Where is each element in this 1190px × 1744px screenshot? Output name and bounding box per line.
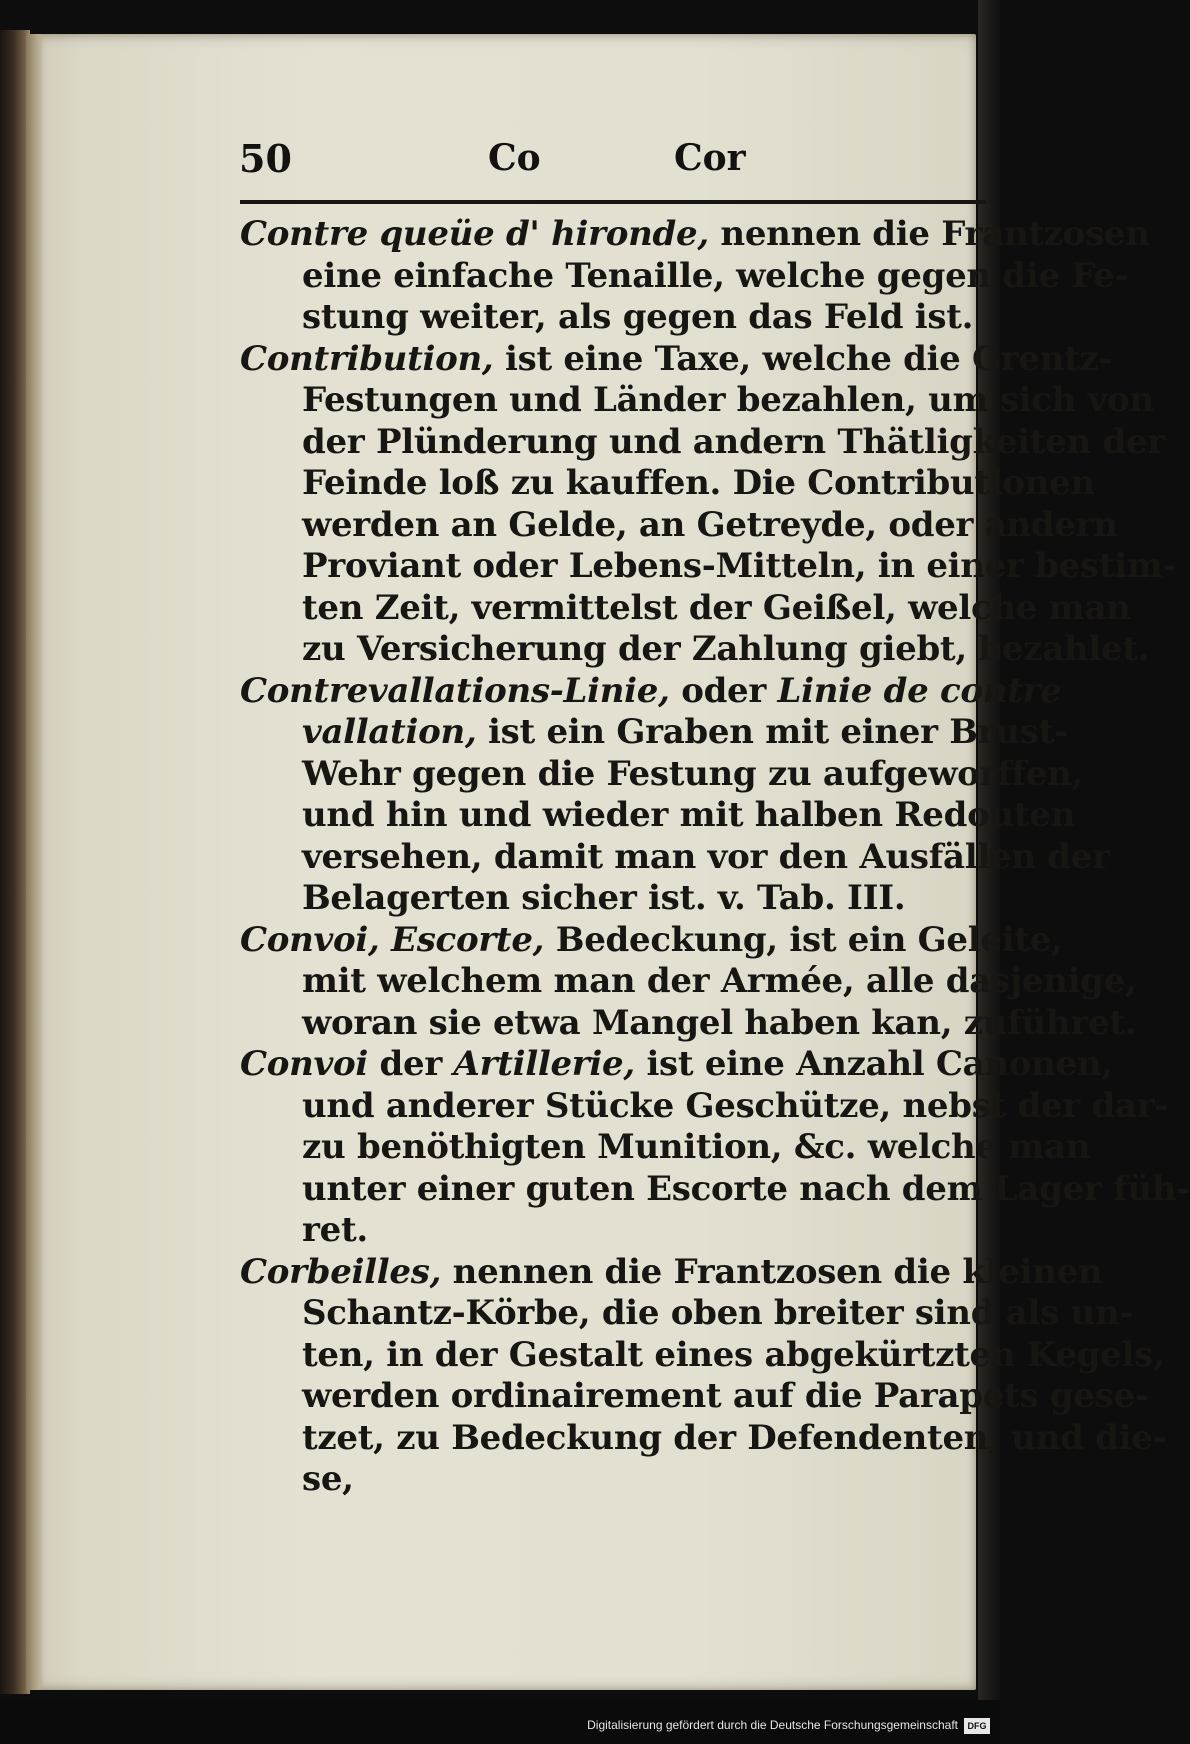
dfg-logo: DFG bbox=[964, 1718, 990, 1734]
dictionary-entry bbox=[240, 1251, 1167, 1501]
page-body bbox=[240, 214, 1190, 1501]
entry-text: stung weiter, als gegen das Feld ist. bbox=[302, 297, 974, 337]
entry-line bbox=[240, 1376, 1149, 1418]
entry-headword: Contribution, bbox=[240, 338, 494, 379]
entry-text: Proviant oder Lebens-Mitteln, in einer bestim- bbox=[302, 546, 1177, 586]
entry-headword: Linie de contre bbox=[777, 670, 1062, 711]
entry-text: zu Versicherung der Zahlung giebt, bezahlet. bbox=[302, 629, 1150, 669]
entry-line bbox=[240, 1334, 1165, 1377]
entry-line bbox=[240, 380, 1154, 422]
entry-text: Schantz-Körbe, die oben breiter sind als un- bbox=[302, 1293, 1134, 1333]
book-page bbox=[26, 34, 1190, 1690]
entry-line bbox=[240, 1417, 1167, 1460]
entry-text: nennen die Frantzosen bbox=[708, 214, 1150, 254]
entry-line bbox=[240, 1251, 1103, 1294]
entry-headword: Convoi bbox=[240, 1044, 369, 1084]
digitization-footer bbox=[0, 1700, 1000, 1744]
entry-line bbox=[240, 338, 1113, 381]
page-header bbox=[26, 34, 976, 184]
entry-text: Festungen und Länder bezahlen, um sich von bbox=[302, 380, 1154, 420]
entry-text: se, bbox=[302, 1459, 354, 1499]
entry-line bbox=[240, 836, 1110, 879]
entry-text: ist eine Taxe, welche die Grentz- bbox=[493, 338, 1113, 379]
entry-text: Bedeckung, ist ein Geleite, bbox=[544, 919, 1063, 960]
entry-headword: vallation, bbox=[302, 712, 477, 752]
entry-text: ist ein Graben mit einer Brust- bbox=[476, 712, 1068, 752]
entry-headword: Contre queüe d' hironde, bbox=[240, 214, 709, 254]
entry-text: der bbox=[368, 1044, 454, 1084]
entry-line bbox=[240, 463, 1095, 505]
entry-headword: Contrevallations-Linie, bbox=[240, 670, 670, 711]
entry-text: ten Zeit, vermittelst der Geißel, welche man bbox=[302, 587, 1131, 628]
page-number: 50 bbox=[239, 136, 292, 181]
entry-text: woran sie etwa Mangel haben kan, zuführet. bbox=[302, 1002, 1137, 1043]
entry-line bbox=[240, 1459, 1010, 1501]
running-head-left: Co bbox=[488, 137, 541, 179]
entry-line bbox=[240, 1168, 1190, 1211]
entry-line bbox=[240, 961, 1137, 1003]
entry-headword: Artillerie, bbox=[453, 1044, 635, 1084]
entry-text: ten, in der Gestalt eines abgekürtzten Kegels, bbox=[302, 1334, 1165, 1375]
entry-line bbox=[240, 1044, 1113, 1086]
entry-text: und hin und wieder mit halben Redouten bbox=[302, 795, 1076, 835]
entry-text: Feinde loß zu kauffen. Die Contributionen bbox=[302, 463, 1095, 503]
header-rule bbox=[240, 200, 986, 204]
entry-text: mit welchem man der Armée, alle dasjenige, bbox=[302, 961, 1137, 1001]
entry-text: werden ordinairement auf die Parapets gese- bbox=[302, 1376, 1149, 1416]
entry-text: tzet, zu Bedeckung der Defendenten, und die- bbox=[302, 1417, 1167, 1458]
entry-text: ret. bbox=[302, 1210, 368, 1250]
dictionary-entry bbox=[240, 214, 1150, 339]
entry-line bbox=[240, 255, 1129, 298]
dictionary-entry bbox=[240, 670, 1110, 920]
page-gutter bbox=[26, 34, 44, 1690]
entry-line bbox=[240, 712, 1068, 754]
entry-text: ist eine Anzahl Canonen, bbox=[634, 1044, 1113, 1084]
entry-line bbox=[240, 546, 1177, 588]
entry-text: versehen, damit man vor den Ausfällen der bbox=[302, 836, 1110, 877]
entry-headword: Corbeilles, bbox=[240, 1251, 442, 1292]
entry-line bbox=[240, 1293, 1134, 1335]
entry-line bbox=[240, 214, 1150, 256]
entry-line bbox=[240, 504, 1118, 547]
entry-text: werden an Gelde, an Getreyde, oder andern bbox=[302, 504, 1118, 545]
entry-line bbox=[240, 1127, 1091, 1169]
entry-line bbox=[240, 1210, 1010, 1252]
entry-line bbox=[240, 1085, 1169, 1128]
entry-line bbox=[240, 421, 1165, 464]
entry-line bbox=[240, 587, 1131, 630]
entry-text: Wehr gegen die Festung zu aufgeworffen, bbox=[302, 753, 1084, 794]
entry-line bbox=[240, 297, 1010, 339]
entry-text: unter einer guten Escorte nach dem Lager füh- bbox=[302, 1168, 1190, 1209]
dictionary-entry bbox=[240, 1044, 1190, 1252]
entry-text: oder bbox=[669, 670, 778, 711]
entry-line bbox=[240, 795, 1076, 837]
entry-text: eine einfache Tenaille, welche gegen die Fe- bbox=[302, 255, 1129, 296]
running-head-right: Cor bbox=[674, 137, 746, 179]
entry-line bbox=[240, 878, 1010, 920]
entry-line bbox=[240, 1002, 1137, 1045]
dictionary-entry bbox=[240, 338, 1177, 671]
entry-text: und anderer Stücke Geschütze, nebst der dar- bbox=[302, 1085, 1169, 1126]
footer-credit: Digitalisierung gefördert durch die Deutsche Forschungsgemeinschaft bbox=[587, 1718, 958, 1732]
dictionary-entry bbox=[240, 919, 1137, 1045]
entry-text: der Plünderung und andern Thätligkeiten der bbox=[302, 421, 1165, 462]
entry-text: zu benöthigten Munition, &c. welche man bbox=[302, 1127, 1091, 1167]
entry-line bbox=[240, 670, 1062, 713]
entry-headword: Convoi, Escorte, bbox=[240, 919, 545, 960]
entry-line bbox=[240, 629, 1150, 671]
entry-line bbox=[240, 919, 1063, 962]
entry-line bbox=[240, 753, 1084, 796]
entry-text: Belagerten sicher ist. v. Tab. III. bbox=[302, 878, 906, 918]
entry-text: nennen die Frantzosen die kleinen bbox=[441, 1251, 1103, 1292]
